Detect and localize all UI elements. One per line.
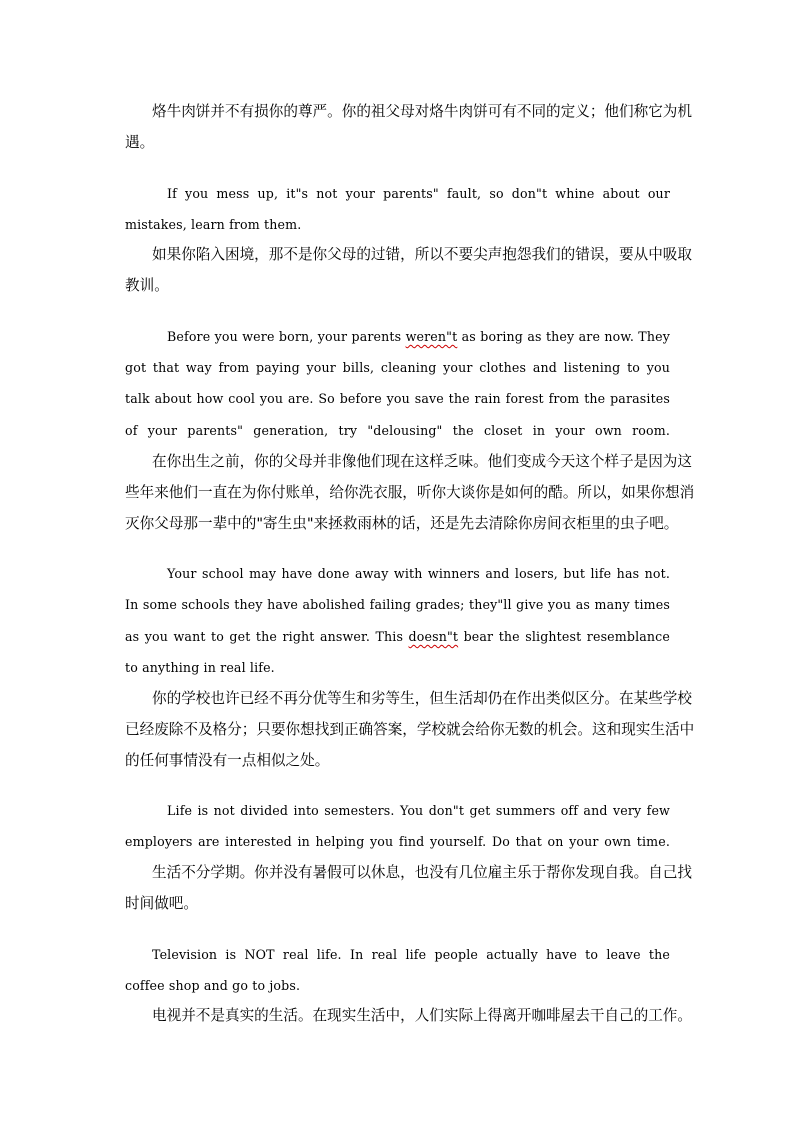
text-line: 遇。 bbox=[125, 134, 155, 151]
text-line: 电视并不是真实的生活。在现实生活中，人们实际上得离开咖啡屋去干自己的工作。 bbox=[152, 1007, 692, 1024]
text-line: If you mess up, it"s not your parents" fault, so don"t whine about our bbox=[167, 186, 670, 201]
text-line: 些年来他们一直在为你付账单，给你洗衣服，听你大谈你是如何的酷。所以，如果你想消 bbox=[125, 484, 695, 501]
text-line: got that way from paying your bills, cleaning your clothes and listening to you bbox=[125, 360, 670, 375]
text-line: Life is not divided into semesters. You don"t get summers off and very few bbox=[167, 803, 670, 818]
text-line bbox=[125, 629, 670, 645]
spellcheck-flagged-word: doesn"t bbox=[408, 629, 459, 644]
text-segment: Before you were born, your parents bbox=[167, 329, 406, 344]
text-line: to anything in real life. bbox=[125, 660, 275, 675]
text-line: talk about how cool you are. So before you save the rain forest from the parasites bbox=[125, 391, 670, 406]
text-line: 你的学校也许已经不再分优等生和劣等生，但生活却仍在作出类似区分。在某些学校 bbox=[152, 690, 692, 707]
text-line: 灭你父母那一辈中的"寄生虫"来拯救雨林的话，还是先去清除你房间衣柜里的虫子吧。 bbox=[125, 515, 679, 532]
text-line: employers are interested in helping you find yourself. Do that on your own time. bbox=[125, 834, 670, 849]
text-segment: as boring as they are now. They bbox=[457, 329, 670, 344]
text-line: 烙牛肉饼并不有损你的尊严。你的祖父母对烙牛肉饼可有不同的定义；他们称它为机 bbox=[152, 103, 692, 120]
text-line: Your school may have done away with winners and losers, but life has not. bbox=[167, 566, 670, 581]
text-segment: bear the slightest resemblance bbox=[458, 629, 670, 644]
text-line: In some schools they have abolished failing grades; they"ll give you as many times bbox=[125, 597, 670, 612]
text-line: of your parents" generation, try "delousing" the closet in your own room. bbox=[125, 423, 670, 438]
text-line: 已经废除不及格分；只要你想找到正确答案，学校就会给你无数的机会。这和现实生活中 bbox=[125, 721, 695, 738]
text-line: Television is NOT real life. In real life people actually have to leave the bbox=[152, 947, 670, 962]
text-line: 在你出生之前，你的父母并非像他们现在这样乏味。他们变成今天这个样子是因为这 bbox=[152, 453, 692, 470]
spellcheck-flagged-word: weren"t bbox=[405, 329, 458, 344]
text-segment: as you want to get the right answer. This bbox=[125, 629, 409, 644]
text-line: 生活不分学期。你并没有暑假可以休息，也没有几位雇主乐于帮你发现自我。自己找 bbox=[152, 864, 692, 881]
text-line: 的任何事情没有一点相似之处。 bbox=[125, 752, 330, 769]
text-line: 如果你陷入困境，那不是你父母的过错，所以不要尖声抱怨我们的错误，要从中吸取 bbox=[152, 246, 692, 263]
text-line: coffee shop and go to jobs. bbox=[125, 978, 301, 993]
text-line bbox=[125, 329, 670, 345]
text-line: 时间做吧。 bbox=[125, 895, 198, 912]
text-line: 教训。 bbox=[125, 277, 169, 294]
text-line: mistakes, learn from them. bbox=[125, 217, 302, 232]
